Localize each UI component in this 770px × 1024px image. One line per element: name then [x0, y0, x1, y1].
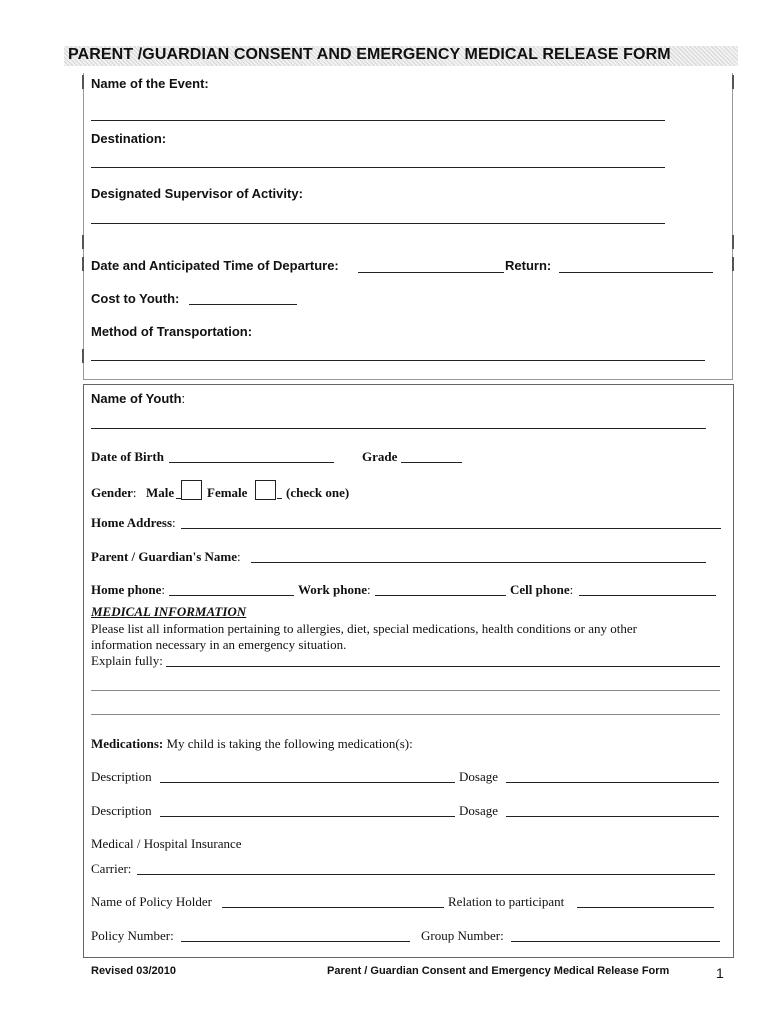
gender-colon: :: [132, 485, 137, 500]
cost-label: Cost to Youth:: [91, 291, 180, 306]
medications-text: My child is taking the following medication(s):: [166, 736, 413, 751]
margin-mark: [82, 235, 84, 249]
female-label: Female: [207, 485, 248, 500]
departure-label: Date and Anticipated Time of Departure:: [91, 258, 339, 273]
dob-field[interactable]: [169, 462, 334, 463]
policy-number-field[interactable]: [181, 941, 410, 942]
dosage-field-1[interactable]: [506, 782, 719, 783]
grade-label: Grade: [362, 449, 398, 464]
explain-field-line3[interactable]: [91, 714, 720, 715]
margin-mark: [732, 75, 734, 89]
dosage-label-1: Dosage: [459, 769, 498, 784]
description-label-2: Description: [91, 803, 152, 818]
revised-date: Revised 03/2010: [91, 965, 177, 977]
youth-section: [83, 384, 734, 958]
event-name-label: Name of the Event:: [91, 76, 209, 91]
home-phone-label: Home phone: [91, 582, 162, 597]
medical-heading: MEDICAL INFORMATION: [91, 604, 247, 619]
work-phone-field[interactable]: [375, 595, 506, 596]
youth-name-colon: :: [181, 391, 186, 406]
check-one-note: (check one): [286, 485, 350, 500]
address-colon: :: [172, 515, 176, 530]
work-phone-label: Work phone: [298, 582, 367, 597]
margin-mark: [732, 235, 734, 249]
work-phone-colon: :: [367, 582, 371, 597]
home-phone-field[interactable]: [169, 595, 294, 596]
youth-name-field[interactable]: [91, 428, 706, 429]
explain-field-line1[interactable]: [166, 666, 720, 667]
margin-mark: [82, 75, 84, 89]
carrier-label: Carrier:: [91, 861, 132, 876]
page-number: 1: [716, 965, 724, 981]
explain-field-line2[interactable]: [91, 690, 720, 691]
guardian-field[interactable]: [251, 562, 706, 563]
policy-holder-label: Name of Policy Holder: [91, 894, 212, 909]
cell-phone-label: Cell phone: [510, 582, 570, 597]
policy-number-label: Policy Number:: [91, 928, 174, 943]
youth-name-label: Name of Youth: [91, 391, 182, 406]
female-checkbox[interactable]: [255, 480, 276, 500]
carrier-field[interactable]: [137, 874, 715, 875]
relation-label: Relation to participant: [448, 894, 565, 909]
male-checkbox[interactable]: [181, 480, 202, 500]
form-title: PARENT /GUARDIAN CONSENT AND EMERGENCY MEDICAL RELEASE FORM: [68, 46, 671, 63]
footer-form-name: Parent / Guardian Consent and Emergency Medical Release Form: [327, 965, 670, 977]
cell-phone-field[interactable]: [579, 595, 716, 596]
supervisor-field[interactable]: [91, 223, 665, 224]
address-label: Home Address: [91, 515, 173, 530]
transport-field[interactable]: [91, 360, 705, 361]
margin-mark: [732, 257, 734, 271]
male-label: Male: [146, 485, 175, 500]
medications-label: Medications:: [91, 736, 164, 751]
event-name-field[interactable]: [91, 120, 665, 121]
guardian-label: Parent / Guardian's Name: [91, 549, 238, 564]
policy-holder-field[interactable]: [222, 907, 444, 908]
address-field[interactable]: [181, 528, 721, 529]
cell-phone-colon: :: [569, 582, 574, 597]
relation-field[interactable]: [577, 907, 714, 908]
insurance-label: Medical / Hospital Insurance: [91, 836, 242, 851]
return-label: Return:: [505, 258, 552, 273]
departure-field[interactable]: [358, 272, 504, 273]
destination-field[interactable]: [91, 167, 665, 168]
dob-label: Date of Birth: [91, 449, 164, 464]
guardian-colon: :: [237, 549, 241, 564]
description-label-1: Description: [91, 769, 152, 784]
group-number-field[interactable]: [511, 941, 720, 942]
explain-label: Explain fully:: [91, 653, 163, 668]
gender-label: Gender: [91, 485, 133, 500]
grade-field[interactable]: [401, 462, 462, 463]
margin-mark: [82, 257, 84, 271]
cost-field[interactable]: [189, 304, 297, 305]
transport-label: Method of Transportation:: [91, 324, 253, 339]
group-number-label: Group Number:: [421, 928, 504, 943]
margin-mark: [82, 349, 84, 363]
dosage-field-2[interactable]: [506, 816, 719, 817]
home-phone-colon: :: [161, 582, 166, 597]
description-field-1[interactable]: [160, 782, 455, 783]
return-field[interactable]: [559, 272, 713, 273]
medical-instructions-line1: Please list all information pertaining to allergies, diet, special medications, health conditions or any other: [91, 621, 637, 636]
medical-instructions-line2: information necessary in an emergency situation.: [91, 637, 347, 652]
supervisor-label: Designated Supervisor of Activity:: [91, 186, 303, 201]
dosage-label-2: Dosage: [459, 803, 498, 818]
female-underscore: [277, 498, 282, 499]
description-field-2[interactable]: [160, 816, 455, 817]
destination-label: Destination:: [91, 131, 167, 146]
